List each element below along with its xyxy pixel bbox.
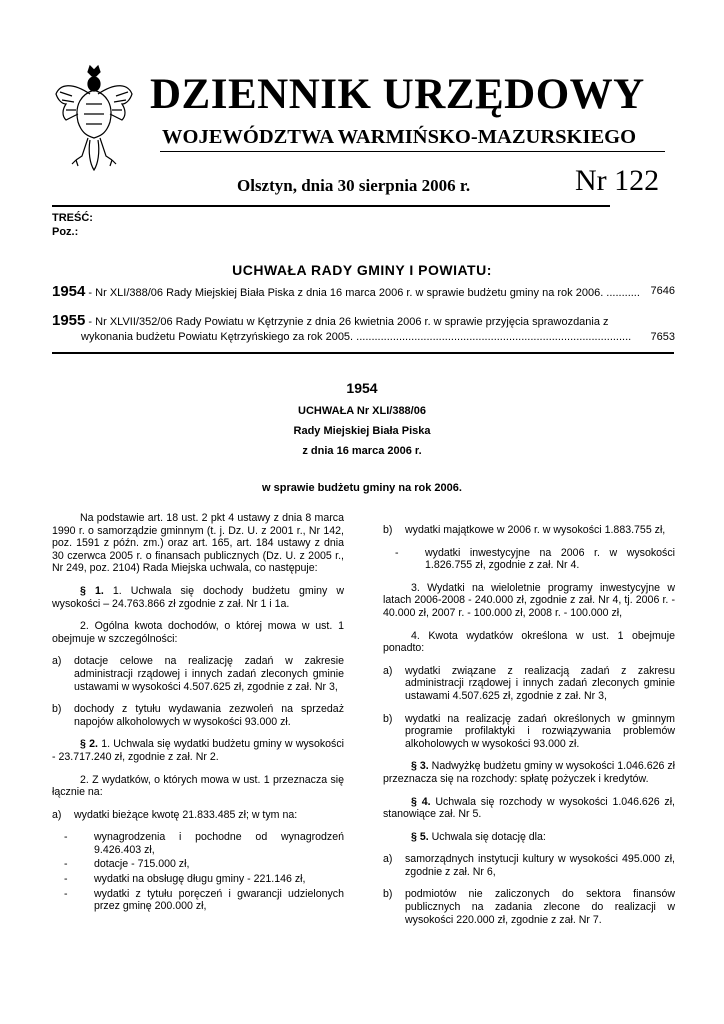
section-1: § 1. 1. Uchwala się dochody budżetu gminy w wysokości – 24.763.866 zł zgodnie z zał. Nr 1 i 1a.: [52, 584, 344, 610]
toc-entry-number: 1954: [52, 283, 86, 300]
poz-label: Poz.:: [52, 226, 79, 238]
section-4: § 4. Uchwala się rozchody w wysokości 1.046.626 zł, stanowiące zał. Nr 5.: [383, 795, 676, 821]
dash-item: - wydatki z tytułu poręczeń i gwarancji udzielonych przez gminę 200.000 zł,: [64, 887, 344, 913]
paragraph-2: 2. Ogólna kwota dochodów, o której mowa w ust. 1 obejmuje w szczególności:: [52, 620, 344, 645]
toc-entry-continuation: [81, 331, 680, 344]
resolution-date: z dnia 16 marca 2006 r.: [302, 445, 422, 457]
toc-entry[interactable]: [52, 285, 680, 300]
journal-title: DZIENNIK URZĘDOWY: [150, 71, 645, 118]
list-item: b) podmiotów nie zaliczonych do sektora finansów publicznych na zadania zlecone do realizacji w wysokości 220.000 zł, zgodnie z zał. Nr 7.: [383, 888, 675, 926]
journal-subtitle: WOJEWÓDZTWA WARMIŃSKO-MAZURSKIEGO: [162, 126, 637, 148]
paragraph-2b: 2. Z wydatków, o których mowa w ust. 1 przeznacza się łącznie na:: [52, 773, 344, 799]
contents-divider: [52, 352, 674, 354]
paragraph-4: 4. Kwota wydatków określona w ust. 1 obejmuje ponadto:: [383, 629, 675, 655]
publication-date: Olsztyn, dnia 30 sierpnia 2006 r.: [237, 176, 471, 195]
dash-item: - dotacje - 715.000 zł,: [64, 858, 190, 871]
resolution-subject: w sprawie budżetu gminy na rok 2006.: [262, 482, 462, 494]
right-column: [383, 524, 675, 936]
resolution-title: UCHWAŁA Nr XLI/388/06: [298, 405, 426, 417]
toc-entry-text: - Nr XLI/388/06 Rady Miejskiej Biała Piska z dnia 16 marca 2006 r. w sprawie budżetu gminy na rok 2006. ...........: [85, 287, 640, 299]
document-number: 1954: [346, 380, 378, 396]
toc-entry-page: 7646: [650, 285, 675, 297]
list-item: a) dotacje celowe na realizację zadań w zakresie administracji rządowej i innych zadań zleconych gminie ustawami w wysokości 4.507.625 zł, zgodnie z zał. Nr 3,: [52, 655, 344, 693]
issue-number: Nr 122: [575, 164, 660, 197]
toc-entry-text-2: wykonania budżetu Powiatu Kętrzyńskiego za rok 2005. ..........................................................................................: [81, 331, 632, 343]
header-rule: [52, 205, 610, 207]
list-item: b) wydatki majątkowe w 2006 r. w wysokości 1.883.755 zł,: [383, 524, 666, 536]
council-name: Rady Miejskiej Biała Piska: [293, 425, 431, 437]
section-5: § 5. Uchwala się dotację dla:: [411, 830, 546, 843]
section-2: § 2. 1. Uchwala się wydatki budżetu gminy w wysokości - 23.717.240 zł, zgodnie z zał. Nr 2.: [52, 738, 345, 763]
dash-item: - wynagrodzenia i pochodne od wynagrodzeń 9.426.403 zł,: [64, 831, 344, 856]
contents-section-title: UCHWAŁA RADY GMINY I POWIATU:: [232, 262, 492, 278]
toc-entry-page: 7653: [650, 331, 675, 343]
list-item: a) wydatki związane z realizacją zadań z zakresu administracji rządowej i innych zadań zleconych gminie ustawami 4.507.625 zł, zgodnie z zał. Nr 3,: [383, 664, 675, 702]
header-divider: [160, 151, 665, 152]
list-item: a) wydatki bieżące kwotę 21.833.485 zł; w tym na:: [52, 808, 298, 821]
list-item: b) dochody z tytułu wydawania zezwoleń na sprzedaż napojów alkoholowych w wysokości 93.000 zł.: [52, 703, 344, 728]
paragraph-3: 3. Wydatki na wieloletnie programy inwestycyjne w latach 2006-2008 - 240.000 zł, zgodnie z zał. Nr 4, tj. 2006 r. - 40.000 zł, 2007 r. - 100.000 zł, 2008 r. - 100.000 zł,: [383, 581, 675, 619]
toc-entry[interactable]: [52, 314, 680, 329]
left-column: [52, 512, 344, 915]
polish-eagle-emblem-icon: [52, 64, 136, 174]
toc-entry-text: - Nr XLVII/352/06 Rady Powiatu w Kętrzynie z dnia 26 kwietnia 2006 r. w sprawie przyjęcia sprawozdania z: [85, 316, 609, 328]
dash-item: - wydatki inwestycyjne na 2006 r. w wysokości 1.826.755 zł, zgodnie z zał. Nr 4.: [395, 546, 675, 572]
toc-entry-number: 1955: [52, 312, 86, 329]
list-item: b) wydatki na realizację zadań określonych w gminnym programie profilaktyki i rozwiązywania problemów alkoholowych w wysokości 93.000 zł.: [383, 712, 675, 750]
intro-paragraph: Na podstawie art. 18 ust. 2 pkt 4 ustawy z dnia 8 marca 1990 r. o samorządzie gminnym (t. j. Dz. U. z 2001 r., Nr 142, poz. 1591 z późn. zm.) oraz art. 165, art. 184 ustawy z dnia 30 czerwca 2005 r. o finansach publicznych (Dz. U. z 2005 r., Nr 249, poz. 2104) Rada Miejska uchwala, co następuje:: [52, 512, 344, 575]
section-3: § 3. Nadwyżkę budżetu gminy w wysokości 1.046.626 zł przeznacza się na rozchody: spłatę pożyczek i kredytów.: [383, 760, 675, 785]
contents-label: TREŚĆ:: [52, 212, 93, 224]
list-item: a) samorządnych instytucji kultury w wysokości 495.000 zł, zgodnie z zał. Nr 6,: [383, 853, 675, 878]
dash-item: - wydatki na obsługę długu gminy - 221.146 zł,: [64, 873, 306, 886]
